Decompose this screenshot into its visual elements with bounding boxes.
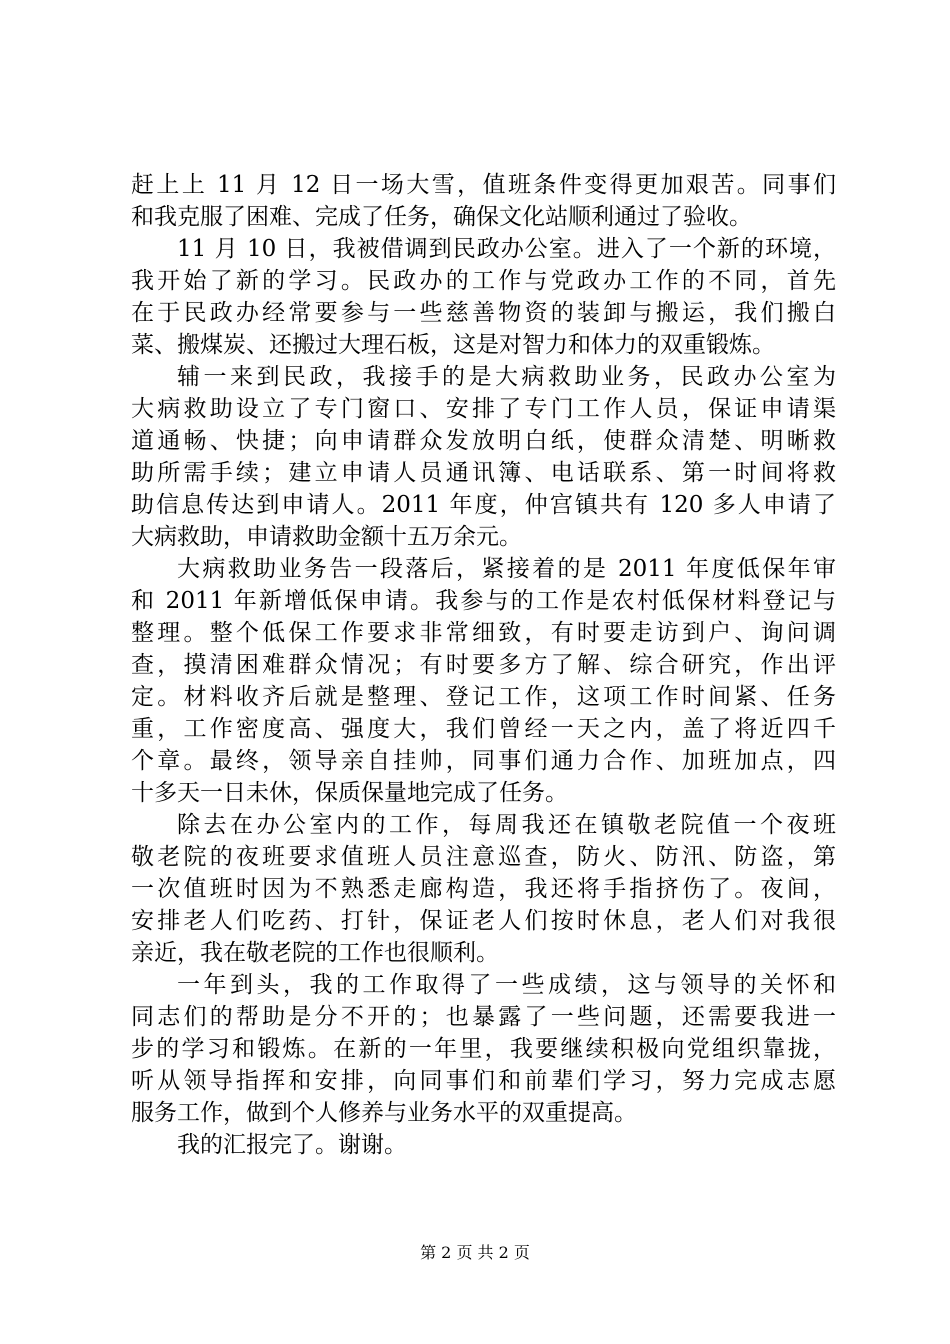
text-line: 查，摸清困难群众情况；有时要多方了解、综合研究，作出评 <box>131 652 836 678</box>
text-line: 和我克服了困难、完成了任务，确保文化站顺利通过了验收。 <box>131 204 752 230</box>
text-line: 步的学习和锻炼。在新的一年里，我要继续积极向党组织靠拢， <box>131 1036 836 1062</box>
text-line: 大病救助业务告一段落后，紧接着的是 2011 年度低保年审 <box>177 556 836 582</box>
text-line: 大病救助设立了专门窗口、安排了专门工作人员，保证申请渠 <box>131 396 836 422</box>
text-line: 敬老院的夜班要求值班人员注意巡查，防火、防汛、防盗，第 <box>131 844 836 870</box>
text-line: 菜、搬煤炭、还搬过大理石板，这是对智力和体力的双重锻炼。 <box>131 332 775 358</box>
text-line: 重，工作密度高、强度大，我们曾经一天之内，盖了将近四千 <box>131 716 836 742</box>
page-footer: 第 2 页 共 2 页 <box>420 1243 530 1262</box>
text-line: 一年到头，我的工作取得了一些成绩，这与领导的关怀和 <box>177 972 836 998</box>
text-line: 辅一来到民政，我接手的是大病救助业务，民政办公室为 <box>177 364 836 390</box>
text-line: 亲近，我在敬老院的工作也很顺利。 <box>131 940 499 966</box>
text-line: 定。材料收齐后就是整理、登记工作，这项工作时间紧、任务 <box>131 684 836 710</box>
text-line: 大病救助，申请救助金额十五万余元。 <box>131 524 522 550</box>
text-line: 同志们的帮助是分不开的；也暴露了一些问题，还需要我进一 <box>131 1004 836 1030</box>
text-line: 我开始了新的学习。民政办的工作与党政办工作的不同，首先 <box>131 268 836 294</box>
text-line: 个章。最终，领导亲自挂帅，同事们通力合作、加班加点，四 <box>131 748 836 774</box>
text-line: 我的汇报完了。谢谢。 <box>177 1132 407 1158</box>
text-line: 听从领导指挥和安排，向同事们和前辈们学习，努力完成志愿 <box>131 1068 836 1094</box>
text-line: 在于民政办经常要参与一些慈善物资的装卸与搬运，我们搬白 <box>131 300 836 326</box>
text-line: 道通畅、快捷；向申请群众发放明白纸，使群众清楚、明晰救 <box>131 428 836 454</box>
text-line: 安排老人们吃药、打针，保证老人们按时休息，老人们对我很 <box>131 908 836 934</box>
text-line: 十多天一日未休，保质保量地完成了任务。 <box>131 780 568 806</box>
text-line: 11 月 10 日，我被借调到民政办公室。进入了一个新的环境， <box>177 236 836 262</box>
text-line: 助信息传达到申请人。2011 年度，仲宫镇共有 120 多人申请了 <box>131 492 836 518</box>
text-line: 赶上上 11 月 12 日一场大雪，值班条件变得更加艰苦。同事们 <box>131 172 836 198</box>
text-line: 助所需手续；建立申请人员通讯簿、电话联系、第一时间将救 <box>131 460 836 486</box>
text-line: 服务工作，做到个人修养与业务水平的双重提高。 <box>131 1100 637 1126</box>
body-text <box>131 169 836 1161</box>
text-line: 一次值班时因为不熟悉走廊构造，我还将手指挤伤了。夜间， <box>131 876 836 902</box>
text-line: 整理。整个低保工作要求非常细致，有时要走访到户、询问调 <box>131 620 836 646</box>
text-line: 和 2011 年新增低保申请。我参与的工作是农村低保材料登记与 <box>131 588 836 614</box>
text-line: 除去在办公室内的工作，每周我还在镇敬老院值一个夜班 <box>177 812 836 838</box>
